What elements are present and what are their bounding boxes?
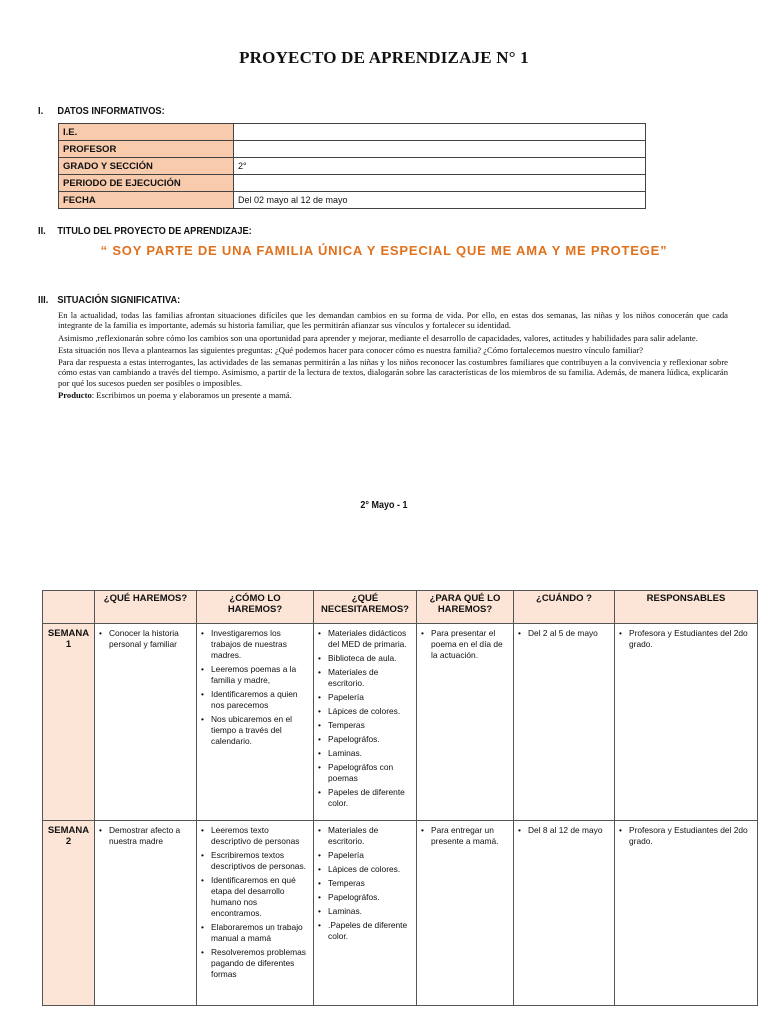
week-label: SEMANA 1 [43, 624, 95, 821]
bullet-list [201, 628, 309, 747]
list-item: • Papelográfos. [318, 734, 412, 745]
section-situacion-heading [38, 294, 180, 306]
bullet-list [318, 825, 412, 942]
bullet-list [201, 825, 309, 980]
list-item: • Conocer la historia personal y familiar [99, 628, 192, 650]
datos-label: FECHA [59, 192, 234, 209]
column-header: ¿QUÉ HAREMOS? [95, 591, 197, 624]
list-item: • Materiales didácticos del MED de primaria. [318, 628, 412, 650]
cell-cuando [514, 821, 615, 1006]
list-item: • Lápices de colores. [318, 706, 412, 717]
list-item: • Papelería [318, 850, 412, 861]
document-title: PROYECTO DE APRENDIZAJE N° 1 [239, 48, 529, 67]
paragraph: Esta situación nos lleva a plantearnos las siguientes preguntas: ¿Qué podemos hacer para conocer cómo es nuestra familia? ¿Cómo fortalecemos nuestro vínculo familiar? [58, 344, 644, 355]
column-header: RESPONSABLES [615, 591, 758, 624]
list-item: • Demostrar afecto a nuestra madre [99, 825, 192, 847]
producto-paragraph [58, 390, 728, 400]
list-item: • Investigaremos los trabajos de nuestras madres. [201, 628, 309, 661]
datos-label: I.E. [59, 124, 234, 141]
list-item: • Identificaremos a quien nos parecemos [201, 689, 309, 711]
planning-table [42, 590, 758, 1006]
list-item: • Del 2 al 5 de mayo [518, 628, 610, 639]
list-item: • Laminas. [318, 748, 412, 759]
situacion-significativa-text [58, 310, 728, 402]
paragraph: Para dar respuesta a estas interrogantes, las actividades de las semanas permitirán a las niñas y los niños reconocer las costumbres familiares que contribuyen a la convivencia y reflexionar sobre cómo estas van cambiando a través del tiempo. Asimismo, a partir de la lectura de textos, dialogarán sobre las características de los miembros de su familia. Además, de manera lúdica, explicarán por qué los sucesos pueden ser posibles o imposibles. [58, 357, 728, 388]
datos-value [234, 175, 646, 192]
datos-row [59, 158, 646, 175]
list-item: • Papeles de diferente color. [318, 787, 412, 809]
datos-informativos-table [58, 123, 646, 209]
bullet-list [99, 628, 192, 650]
week-row [43, 821, 758, 1006]
section-titulo-heading [38, 225, 252, 237]
list-item: • Materiales de escritorio. [318, 825, 412, 847]
bullet-list [99, 825, 192, 847]
cell-necesitaremos [314, 821, 417, 1006]
datos-label: PERIODO DE EJECUCIÓN [59, 175, 234, 192]
cell-que [95, 821, 197, 1006]
list-item: • .Papeles de diferente color. [318, 920, 412, 942]
bullet-list [318, 628, 412, 809]
bullet-list [421, 825, 509, 847]
week-label: SEMANA 2 [43, 821, 95, 1006]
bullet-list [421, 628, 509, 661]
column-header: ¿CÓMO LO HAREMOS? [197, 591, 314, 624]
section-number: II. [38, 225, 46, 237]
list-item: • Leeremos texto descriptivo de personas [201, 825, 309, 847]
list-item: • Para entregar un presente a mamá. [421, 825, 509, 847]
datos-label: PROFESOR [59, 141, 234, 158]
column-header: ¿PARA QUÉ LO HAREMOS? [417, 591, 514, 624]
week-row [43, 624, 758, 821]
list-item: • Temperas [318, 878, 412, 889]
column-header: ¿CUÁNDO ? [514, 591, 615, 624]
list-item: • Resolveremos problemas pagando de diferentes formas [201, 947, 309, 980]
list-item: • Papelográfos. [318, 892, 412, 903]
list-item: • Leeremos poemas a la familia y madre, [201, 664, 309, 686]
cell-para-que [417, 624, 514, 821]
section-heading-text: SITUACIÓN SIGNIFICATIVA: [57, 294, 181, 306]
cell-que [95, 624, 197, 821]
bullet-list [619, 628, 753, 650]
project-title: “ SOY PARTE DE UNA FAMILIA ÚNICA Y ESPECIAL QUE ME AMA Y ME PROTEGE” [100, 243, 668, 258]
schedule-subtitle: 2° Mayo - 1 [360, 500, 408, 511]
cell-cuando [514, 624, 615, 821]
list-item: • Elaboraremos un trabajo manual a mamá [201, 922, 309, 944]
list-item: • Para presentar el poema en el día de la actuación. [421, 628, 509, 661]
list-item: • Papelería [318, 692, 412, 703]
bullet-list [619, 825, 753, 847]
list-item: • Papelográfos con poemas [318, 762, 412, 784]
paragraph: En la actualidad, todas las familias afrontan situaciones difíciles que les demandan cambios en su forma de vida. Por ello, en estas dos semanas, las niñas y los niños conocerán que cada integrante de la familia es importante, además su historia familiar, que les permitirán afianzar sus vínculos y fortalecer su identidad. [58, 310, 728, 331]
list-item: • Escribiremos textos descriptivos de personas. [201, 850, 309, 872]
datos-row [59, 192, 646, 209]
datos-value [234, 141, 646, 158]
section-number: I. [38, 105, 44, 117]
list-item: • Temperas [318, 720, 412, 731]
section-heading-text: DATOS INFORMATIVOS: [57, 105, 165, 117]
section-number: III. [38, 294, 49, 306]
datos-value: 2° [234, 158, 646, 175]
paragraph: Asimismo ,reflexionarán sobre cómo los cambios son una oportunidad para aprender y mejorar, mediante el desarrollo de capacidades, valores, actitudes y habilidades para salir adelante. [58, 332, 698, 343]
producto-text: : Escribimos un poema y elaboramos un presente a mamá. [91, 390, 292, 401]
list-item: • Nos ubicaremos en el tiempo a través del calendario. [201, 714, 309, 747]
datos-value: Del 02 mayo al 12 de mayo [234, 192, 646, 209]
cell-responsables [615, 821, 758, 1006]
datos-value [234, 124, 646, 141]
section-datos-heading [38, 105, 165, 117]
column-header: ¿QUÉ NECESITAREMOS? [314, 591, 417, 624]
list-item: • Del 8 al 12 de mayo [518, 825, 610, 836]
list-item: • Lápices de colores. [318, 864, 412, 875]
cell-para-que [417, 821, 514, 1006]
bullet-list [518, 825, 610, 836]
producto-label: Producto [58, 390, 92, 401]
datos-row [59, 175, 646, 192]
list-item: • Profesora y Estudiantes del 2do grado. [619, 628, 753, 650]
datos-label: GRADO Y SECCIÓN [59, 158, 234, 175]
list-item: • Laminas. [318, 906, 412, 917]
cell-necesitaremos [314, 624, 417, 821]
bullet-list [518, 628, 610, 639]
list-item: • Profesora y Estudiantes del 2do grado. [619, 825, 753, 847]
column-header [43, 591, 95, 624]
list-item: • Biblioteca de aula. [318, 653, 412, 664]
datos-row [59, 141, 646, 158]
cell-como [197, 821, 314, 1006]
list-item: • Materiales de escritorio. [318, 667, 412, 689]
section-heading-text: TITULO DEL PROYECTO DE APRENDIZAJE: [57, 225, 252, 237]
cell-como [197, 624, 314, 821]
datos-row [59, 124, 646, 141]
list-item: • Identificaremos en qué etapa del desarrollo humano nos encontramos. [201, 875, 309, 919]
cell-responsables [615, 624, 758, 821]
